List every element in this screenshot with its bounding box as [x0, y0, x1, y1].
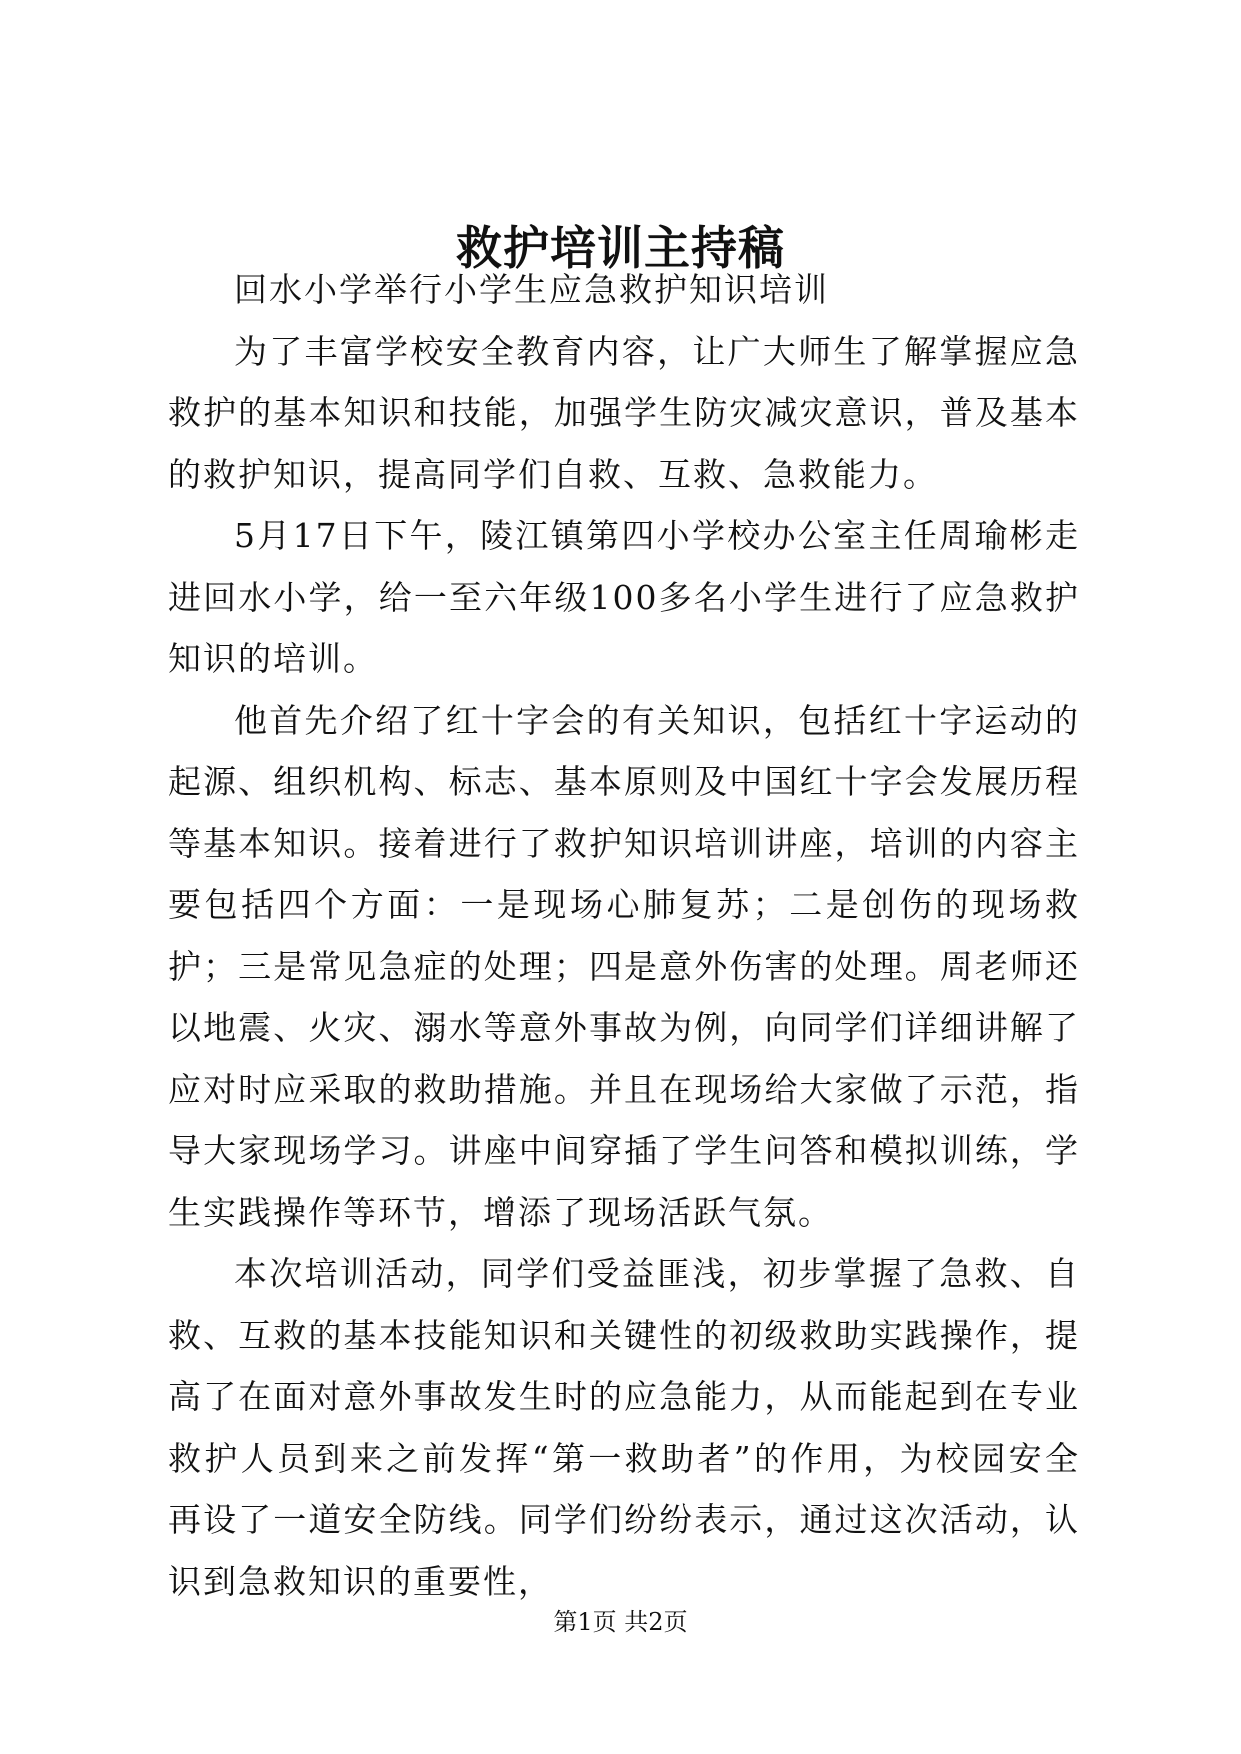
paragraph-event: 5月17日下午，陵江镇第四小学校办公室主任周瑜彬走进回水小学，给一至六年级100多名小学生进行了应急救护知识的培训。: [168, 516, 1080, 678]
paragraph-purpose: 为了丰富学校安全教育内容，让广大师生了解掌握应急救护的基本知识和技能，加强学生防灾减灾意识，普及基本的救护知识，提高同学们自救、互救、急救能力。: [168, 331, 1080, 494]
document-body: [168, 259, 1080, 1612]
paragraph-content: 他首先介绍了红十字会的有关知识，包括红十字运动的起源、组织机构、标志、基本原则及中国红十字会发展历程等基本知识。接着进行了救护知识培训讲座，培训的内容主要包括四个方面：一是现场心肺复苏；二是创伤的现场救护；三是常见急症的处理；四是意外伤害的处理。周老师还以地震、火灾、溺水等意外事故为例，向同学们详细讲解了应对时应采取的救助措施。并且在现场给大家做了示范，指导大家现场学习。讲座中间穿插了学生问答和模拟训练，学生实践操作等环节，增添了现场活跃气氛。: [168, 700, 1080, 1232]
page-footer: 第1页 共2页: [553, 1608, 688, 1636]
paragraph-subtitle: 回水小学举行小学生应急救护知识培训: [234, 270, 829, 309]
document-title: 救护培训主持稿: [456, 221, 785, 275]
paragraph-outcome: 本次培训活动，同学们受益匪浅，初步掌握了急救、自救、互救的基本技能知识和关键性的初级救助实践操作，提高了在面对意外事故发生时的应急能力，从而能起到在专业救护人员到来之前发挥“第一救助者”的作用，为校园安全再设了一道安全防线。同学们纷纷表示，通过这次活动，认识到急救知识的重要性，: [168, 1254, 1080, 1601]
